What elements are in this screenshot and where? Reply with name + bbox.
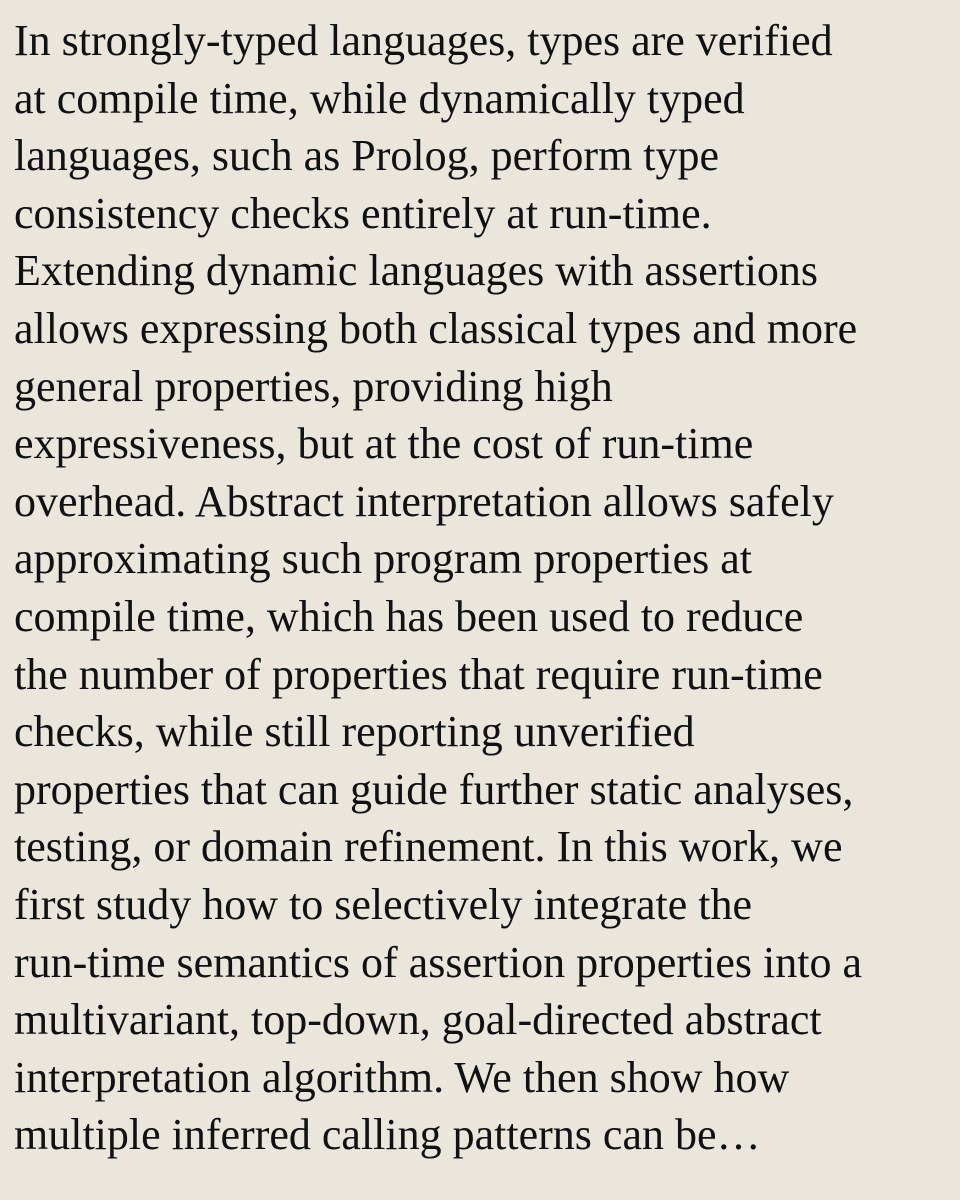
text-line: multiple inferred calling patterns can be… [14,1110,761,1160]
text-line: approximating such program properties at [14,534,753,584]
text-line: the number of properties that require run-time [14,649,823,699]
text-line: general properties, providing high [14,361,613,411]
text-line: In strongly-typed languages, types are verified [14,16,833,65]
text-line: compile time, which has been used to reduce [14,591,804,641]
text-line: consistency checks entirely at run-time. [14,188,712,238]
text-line: at compile time, while dynamically typed [14,73,745,123]
text-line: testing, or domain refinement. In this work, we [14,822,843,872]
text-line: checks, while still reporting unverified [14,707,695,757]
text-line: properties that can guide further static analyses, [14,764,854,814]
text-line: allows expressing both classical types and more [14,303,858,353]
text-line: languages, such as Prolog, perform type [14,131,720,181]
text-line: interpretation algorithm. We then show how [14,1052,790,1102]
text-line: Extending dynamic languages with assertions [14,246,819,296]
text-line: run-time semantics of assertion properties into a [14,937,862,987]
abstract-paragraph [14,12,950,1164]
text-line: multivariant, top-down, goal-directed abstract [14,995,822,1045]
text-line: first study how to selectively integrate the [14,879,753,929]
text-line: overhead. Abstract interpretation allows safely [14,476,834,526]
text-line: expressiveness, but at the cost of run-time [14,419,754,469]
